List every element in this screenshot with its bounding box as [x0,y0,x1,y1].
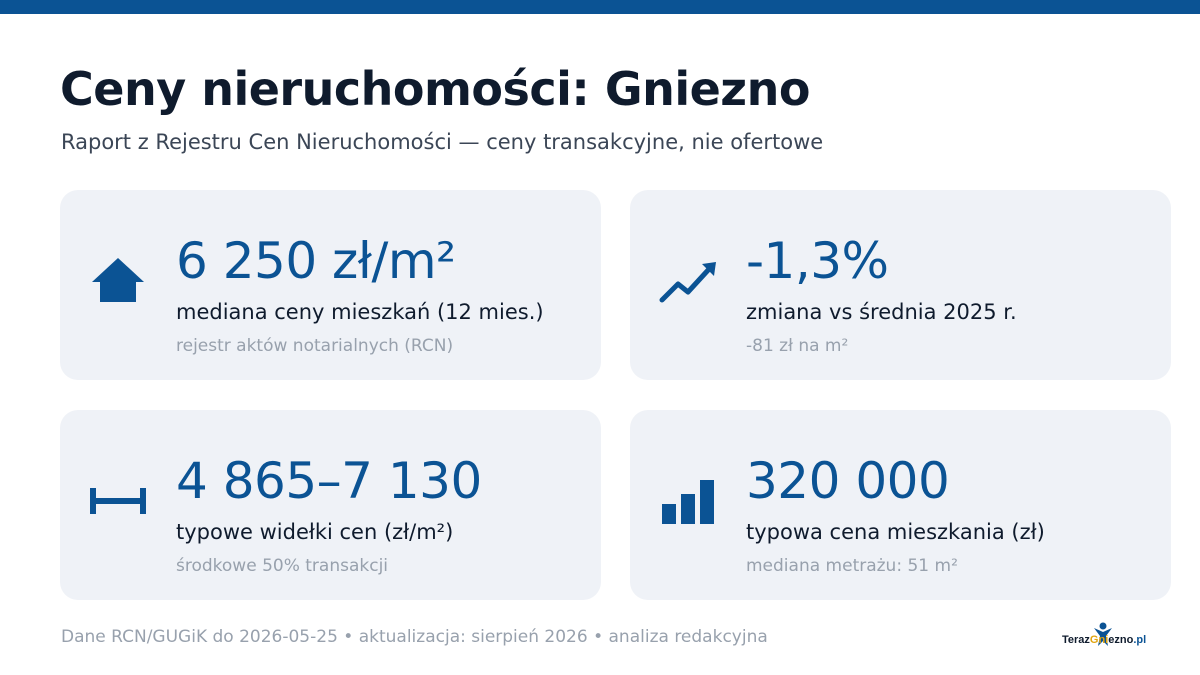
stat-card-change [630,190,1171,380]
footer-source-note: Dane RCN/GUGiK do 2026-05-25 • aktualizacja: sierpień 2026 • analiza redakcyjna [61,627,768,647]
stat-label: typowe widełki cen (zł/m²) [176,520,454,544]
stat-value: 320 000 [746,452,950,510]
range-icon [88,470,148,530]
stat-note: środkowe 50% transakcji [176,556,389,576]
bar-chart-icon [658,470,718,530]
stat-note: rejestr aktów notarialnych (RCN) [176,336,454,356]
page-title: Ceny nieruchomości: Gniezno [60,62,810,116]
stat-label: typowa cena mieszkania (zł) [746,520,1045,544]
house-icon [88,250,148,310]
stat-note: -81 zł na m² [746,336,849,356]
stat-label: mediana ceny mieszkań (12 mies.) [176,300,544,324]
stat-value: -1,3% [746,232,889,290]
stat-card-median-price [60,190,601,380]
page-subtitle: Raport z Rejestru Cen Nieruchomości — ceny transakcyjne, nie ofertowe [61,130,824,154]
stat-card-typical-price [630,410,1171,600]
logo-text: TerazGniezno.pl [1062,634,1147,646]
top-accent-bar [0,0,1200,14]
site-logo[interactable] [1062,622,1147,656]
trend-up-icon [658,250,718,310]
stat-note: mediana metrażu: 51 m² [746,556,958,576]
stat-card-price-range [60,410,601,600]
stat-value: 6 250 zł/m² [176,232,456,290]
stat-label: zmiana vs średnia 2025 r. [746,300,1017,324]
stat-value: 4 865–7 130 [176,452,482,510]
